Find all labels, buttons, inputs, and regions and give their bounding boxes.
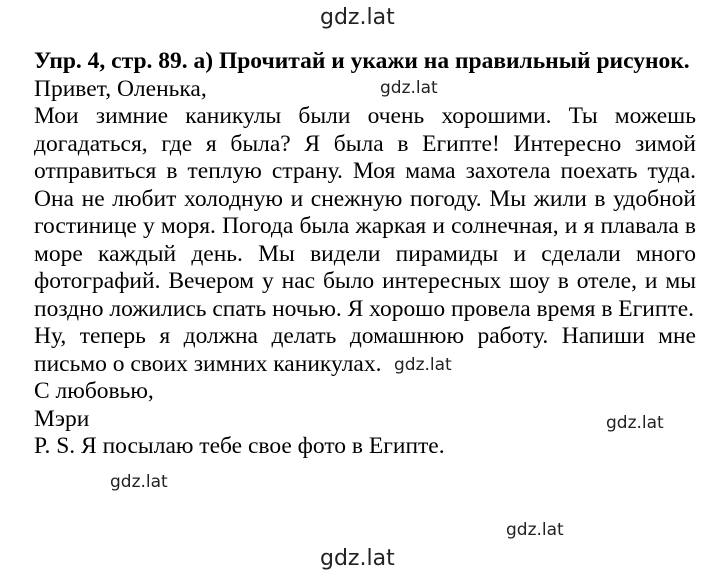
watermark-1: gdz.lat xyxy=(380,78,438,98)
letter-postscript: P. S. Я посылаю тебе свое фото в Египте. xyxy=(34,433,445,459)
letter-paragraph-1: Мои зимние каникулы были очень хорошими. Ты можешь догадаться, где я была? Я была в Египте! Интересно зимой отправиться в теплую страну. Моя мама захотела поехать туда. Она не любит холодную и снежную погоду. Мы жили в удобной гостинице у моря. Погода была жаркая и солнечная, и я плавала в море каждый день. Мы видели пирамиды и сделали много фотографий. Вечером у нас было интересных шоу в отеле, и мы поздно ложились спать ночью. Я хорошо провела время в Египте. xyxy=(34,103,696,322)
watermark-bottom: gdz.lat xyxy=(320,546,395,571)
watermark-5: gdz.lat xyxy=(506,520,564,540)
watermark-top: gdz.lat xyxy=(320,5,395,30)
watermark-3: gdz.lat xyxy=(606,413,664,433)
watermark-2: gdz.lat xyxy=(394,355,452,375)
exercise-heading: Упр. 4, стр. 89. а) Прочитай и укажи на правильный рисунок. xyxy=(34,48,690,74)
letter-paragraph-2: Ну, теперь я должна делать домашнюю работу. Напиши мне письмо о своих зимних каникулах. xyxy=(34,323,696,377)
letter-greeting: Привет, Оленька, xyxy=(34,75,207,102)
letter-closing: С любовью, xyxy=(34,378,154,404)
letter-signature: Мэри xyxy=(34,405,90,432)
watermark-4: gdz.lat xyxy=(110,472,168,492)
exercise-document xyxy=(34,48,696,461)
